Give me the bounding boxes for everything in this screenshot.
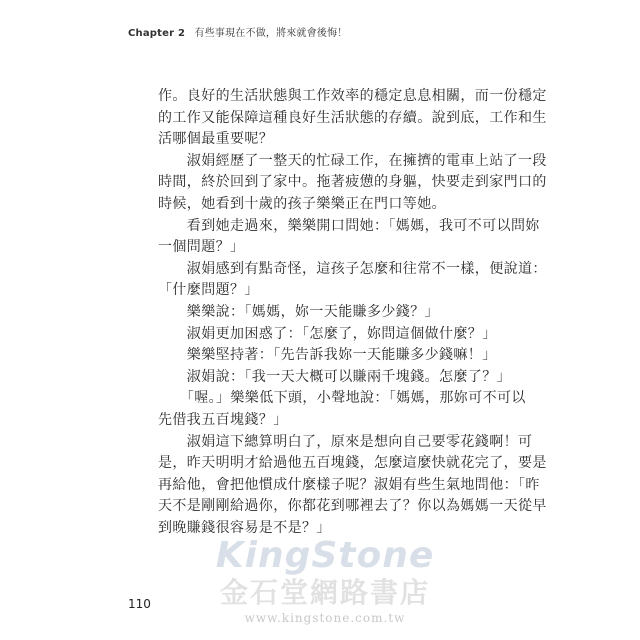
text-line: 淑娟這下總算明白了，原來是想向自己要零花錢啊！可 xyxy=(158,433,533,450)
watermark-logo: KingStone xyxy=(215,535,435,576)
chapter-title: 有些事現在不做，將來就會後悔！ xyxy=(194,28,348,39)
text-line: 淑娟感到有點奇怪，這孩子怎麼和往常不一樣，便說道： xyxy=(158,260,547,277)
body-text xyxy=(158,86,547,539)
running-header xyxy=(128,24,348,39)
watermark-url: www.kingstone.com.tw xyxy=(244,611,406,625)
text-line: 活哪個最重要呢？ xyxy=(158,131,274,148)
text-line: 先借我五百塊錢？」 xyxy=(158,411,288,428)
text-line: 「什麼問題？」 xyxy=(158,282,259,299)
text-line: 淑娟說：「我一天大概可以賺兩千塊錢。怎麼了？」 xyxy=(158,368,511,385)
text-line: 的工作又能保障這種良好生活狀態的存續。說到底，工作和生 xyxy=(158,109,547,126)
text-line: 「喔。」樂樂低下頭，小聲地說：「媽媽，那妳可不可以 xyxy=(158,390,526,407)
chapter-label: Chapter 2 xyxy=(128,28,186,39)
text-line: 淑娟經歷了一整天的忙碌工作，在擁擠的電車上站了一段 xyxy=(158,152,547,169)
text-line: 天不是剛剛給過你，你都花到哪裡去了？你以為媽媽一天從早 xyxy=(158,498,547,515)
text-line: 到晚賺錢很容易是不是？」 xyxy=(158,519,331,536)
watermark-store-name: 金石堂網路書店 xyxy=(219,576,430,609)
text-line: 時候，她看到十歲的孩子樂樂正在門口等她。 xyxy=(158,195,446,212)
watermark xyxy=(205,536,445,632)
text-line: 作。良好的生活狀態與工作效率的穩定息息相關，而一份穩定 xyxy=(158,88,547,104)
text-line: 一個問題？」 xyxy=(158,239,245,256)
text-line: 時間，終於回到了家中。拖著疲憊的身軀，快要走到家門口的 xyxy=(158,174,547,191)
text-line: 樂樂說：「媽媽，妳一天能賺多少錢？」 xyxy=(158,303,439,320)
page-number: 110 xyxy=(128,597,151,611)
text-line: 看到她走過來，樂樂開口問她：「媽媽，我可不可以問妳 xyxy=(158,217,540,234)
text-line: 再給他，會把他慣成什麼樣子呢？淑娟有些生氣地問他：「昨 xyxy=(158,476,540,493)
text-line: 是，昨天明明才給過他五百塊錢，怎麼這麼快就花完了，要是 xyxy=(158,455,547,472)
text-line: 淑娟更加困惑了：「怎麼了，妳問這個做什麼？」 xyxy=(158,325,497,342)
text-line: 樂樂堅持著：「先告訴我妳一天能賺多少錢嘛！」 xyxy=(158,347,497,364)
